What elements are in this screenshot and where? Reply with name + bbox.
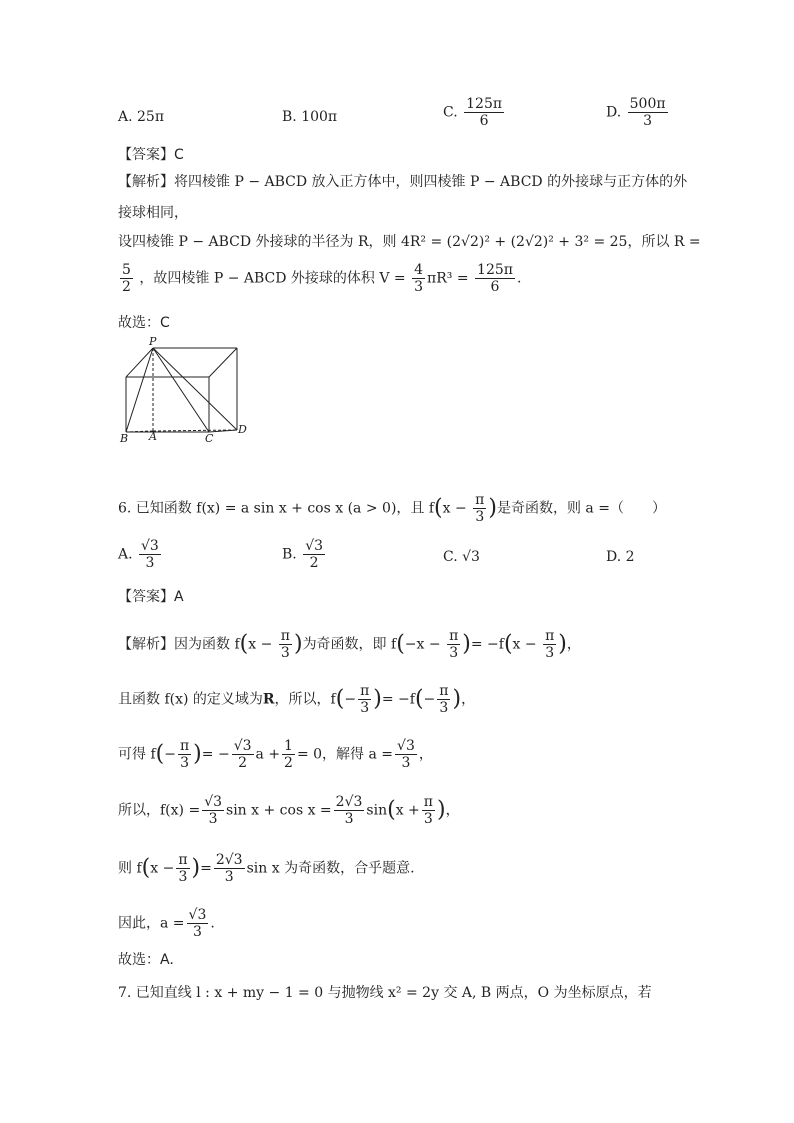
q5-exp-tag: 【解析】 — [118, 174, 174, 190]
q5-option-d — [606, 96, 670, 129]
t: x − — [248, 636, 273, 653]
frac-num: √3 — [141, 538, 159, 554]
q5-c-den: 6 — [479, 113, 489, 129]
t: sin x 为奇函数，合乎题意. — [246, 860, 415, 877]
t: = − — [201, 746, 230, 763]
frac-num: π — [423, 794, 433, 810]
q6-exp-line5: 则 f(x − $\frac{\pi}{3}$ )= $\frac{2√3}{3}$ sin x 为奇函数，合乎题意. — [118, 852, 415, 885]
label-d: D — [238, 423, 247, 436]
q5-d-num: 500π — [629, 96, 666, 112]
q5-d-den: 3 — [643, 113, 653, 129]
frac-den: 2 — [284, 755, 293, 771]
q6-answer: 【答案】A — [118, 589, 184, 605]
label-p: P — [149, 335, 157, 348]
frac-den: 3 — [224, 869, 234, 885]
q6-exp-line6 — [118, 907, 215, 940]
frac-num: 5 — [122, 262, 131, 278]
frac-den: 2 — [238, 755, 248, 771]
frac-den: 2 — [122, 279, 131, 295]
t: 因此，a = — [118, 915, 185, 932]
frac-num: √3 — [204, 794, 223, 810]
frac-den: 3 — [545, 645, 555, 661]
q5-explanation-3: 设四棱锥 P − ABCD 外接球的半径为 R，则 4R² = (2√2)² + (2√2)² + 3² = 25，所以 R = — [118, 234, 701, 250]
frac-den: 3 — [439, 700, 449, 716]
t: − — [423, 691, 436, 708]
q5-volume-pir3: πR³ = — [427, 270, 469, 287]
reals-symbol: R — [262, 691, 275, 708]
frac-num: √3 — [305, 538, 324, 554]
t: x + — [395, 802, 420, 819]
q6-choice: 故选：A. — [118, 952, 174, 968]
t: sin x + cos x = — [226, 802, 332, 819]
frac-num: π — [179, 738, 190, 754]
q6-exp-line3: 可得 f(− $\frac{\pi}{3}$ )= − $\frac{√3}{2}$ a + $\frac{1}{2}$ = 0，解得 a = $\frac{√3}{3}$ ， — [118, 738, 433, 771]
label-a: A — [149, 430, 157, 443]
q6-exp-tag: 【解析】 — [118, 636, 174, 653]
q6-option-b-label: B. — [282, 546, 297, 563]
t: ，所以，f — [274, 691, 336, 708]
q6-exp-line4: 所以，f(x) = $\frac{√3}{3}$ sin x + cos x = $\frac{2√3}{3}$ sin(x + $\frac{\pi}{3}$ )， — [118, 794, 460, 827]
t: sin — [366, 802, 388, 819]
frac-num: π — [475, 492, 485, 508]
t: = −f — [470, 636, 504, 653]
t: a + — [255, 746, 281, 763]
t: = −f — [381, 691, 415, 708]
q6-stem-c: 是奇函数，则 a =（ ） — [496, 500, 666, 517]
frac-num: 125π — [477, 262, 513, 278]
t: 因为函数 f — [174, 636, 240, 653]
label-c: C — [205, 432, 214, 445]
frac-num: 4 — [414, 262, 424, 278]
t: −x − — [404, 636, 441, 653]
q6-option-c: C. √3 — [443, 549, 480, 565]
frac-den: 3 — [423, 811, 433, 827]
t: ， — [461, 691, 476, 708]
q5-choice: 故选：C — [118, 315, 170, 331]
t: 所以，f(x) = — [118, 802, 201, 819]
q6-stem: 6. 已知函数 f(x) = a sin x + cos x (a > 0)，且 f(x − $\frac{\pi}{3}$ )是奇函数，则 a =（ ） — [118, 492, 666, 525]
frac-num: √3 — [233, 738, 252, 754]
label-b: B — [120, 432, 129, 445]
q6-option-a — [118, 538, 163, 571]
frac-den: 3 — [178, 869, 188, 885]
q5-option-c-label: C. — [443, 104, 458, 121]
q7-stem: 7. 已知直线 l : x + my − 1 = 0 与抛物线 x² = 2y 交 A, B 两点，O 为坐标原点，若 — [118, 985, 652, 1001]
frac-num: 2√3 — [335, 794, 363, 810]
frac-den: 3 — [280, 645, 290, 661]
frac-num: π — [280, 628, 290, 644]
frac-den: 3 — [449, 645, 459, 661]
q5-option-a: A. 25π — [118, 109, 165, 125]
q5-option-d-label: D. — [606, 104, 622, 121]
t: − — [164, 746, 176, 763]
q6-option-a-label: A. — [118, 546, 133, 563]
q5-explanation-1 — [118, 172, 687, 192]
q5-volume-text: ，故四棱锥 P − ABCD 外接球的体积 V = — [139, 270, 406, 287]
t: 则 f — [118, 860, 142, 877]
t: x − — [150, 860, 175, 877]
frac-num: √3 — [188, 907, 207, 923]
q6-exp-line2: 且函数 f(x) 的定义域为R，所以，f(− $\frac{\pi}{3}$ )= −f(− $\frac{\pi}{3}$ )， — [118, 683, 476, 716]
frac-num: π — [449, 628, 459, 644]
frac-num: π — [439, 683, 449, 699]
q5-answer: 【答案】C — [118, 147, 184, 163]
t: = 0，解得 a = — [296, 746, 394, 763]
q6-option-b — [282, 538, 327, 571]
t: . — [210, 915, 215, 932]
frac-den: 3 — [208, 811, 218, 827]
frac-den: 3 — [145, 555, 155, 571]
period: . — [516, 270, 522, 287]
frac-num: 2√3 — [215, 852, 243, 868]
t: ， — [445, 802, 460, 819]
frac-den: 3 — [401, 755, 411, 771]
cube-pyramid-figure — [112, 334, 257, 446]
frac-den: 3 — [344, 811, 354, 827]
frac-num: π — [360, 683, 370, 699]
t: 且函数 f(x) 的定义域为 — [118, 691, 263, 708]
q5-explanation-2: 接球相同， — [118, 205, 188, 221]
t: = — [200, 860, 212, 877]
q5-c-num: 125π — [466, 96, 503, 112]
t: 可得 f — [118, 746, 156, 763]
t: x − — [512, 636, 537, 653]
q5-option-b: B. 100π — [282, 109, 338, 125]
frac-den: 3 — [475, 509, 485, 525]
frac-num: π — [545, 628, 555, 644]
q5-exp-line1: 将四棱锥 P − ABCD 放入正方体中，则四棱锥 P − ABCD 的外接球与正方体的外 — [174, 174, 688, 190]
frac-den: 6 — [490, 279, 500, 295]
frac-den: 2 — [309, 555, 319, 571]
frac-den: 3 — [360, 700, 370, 716]
t: − — [344, 691, 357, 708]
frac-den: 3 — [414, 279, 424, 295]
frac-num: √3 — [397, 738, 415, 754]
frac-den: 3 — [180, 755, 190, 771]
q5-option-c — [443, 96, 506, 129]
q6-exp-line1: 【解析】因为函数 f(x − $\frac{\pi}{3}$ )为奇函数，即 f(−x − $\frac{\pi}{3}$ )= −f(x − $\frac{\pi}{3}$ )， — [118, 628, 581, 661]
frac-den: 3 — [192, 924, 202, 940]
q6-stem-a: 6. 已知函数 f(x) = a sin x + cos x (a > 0)，且 f — [118, 500, 435, 517]
t: 为奇函数，即 f — [302, 636, 397, 653]
frac-num: 1 — [284, 738, 293, 754]
t: ， — [566, 636, 581, 653]
frac-num: π — [178, 852, 188, 868]
t: ， — [418, 746, 433, 763]
q6-stem-b: x − — [442, 500, 467, 517]
q6-option-d: D. 2 — [606, 549, 635, 565]
q5-explanation-4 — [118, 262, 521, 295]
